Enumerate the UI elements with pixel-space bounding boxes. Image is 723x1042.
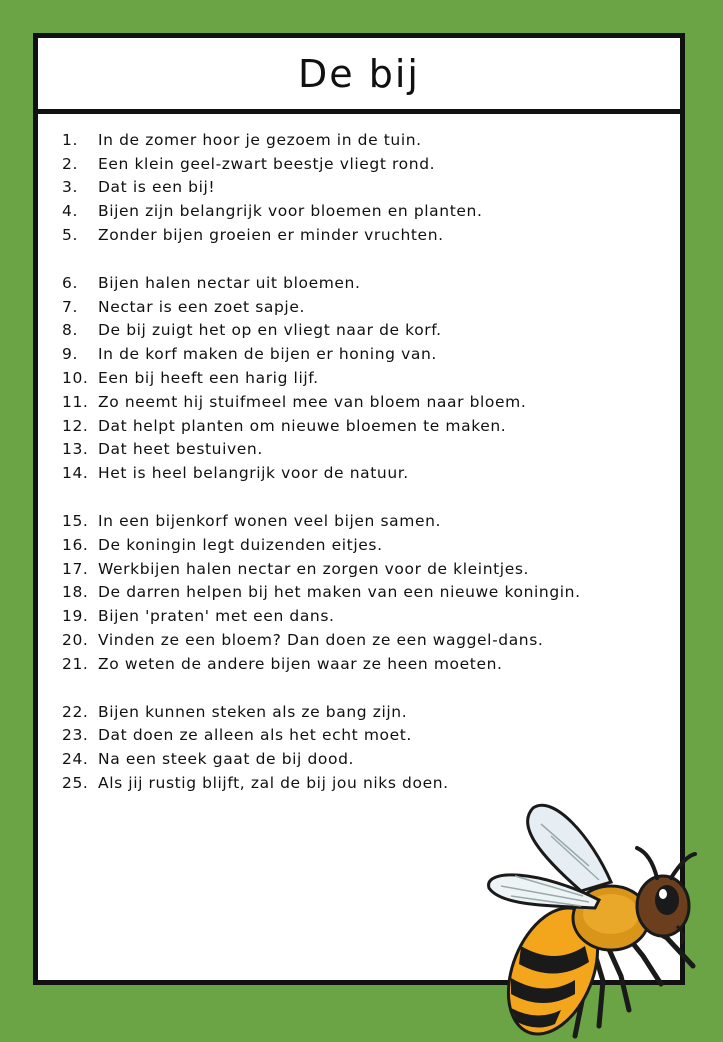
sentence-row xyxy=(62,199,670,223)
sentence-text: Nectar is een zoet sapje. xyxy=(98,297,306,316)
sentence-row xyxy=(62,604,670,628)
sentence-text: Zo neemt hij stuifmeel mee van bloem naar bloem. xyxy=(98,392,527,411)
sentence-number: 4. xyxy=(62,202,78,221)
sentence-text: In de korf maken de bijen er honing van. xyxy=(98,345,437,364)
sentence-number: 24. xyxy=(62,750,89,769)
sentence-text: In een bijenkorf wonen veel bijen samen. xyxy=(98,512,442,531)
sentence-row xyxy=(62,342,670,366)
sentence-number: 6. xyxy=(62,273,78,292)
sentence-row xyxy=(62,295,670,319)
sentence-text: Dat heet bestuiven. xyxy=(98,440,263,459)
sentence-row xyxy=(62,747,670,771)
sentence-group xyxy=(62,700,670,795)
sentence-row xyxy=(62,533,670,557)
sentence-number: 13. xyxy=(62,440,89,459)
sentence-row xyxy=(62,390,670,414)
sentence-number: 2. xyxy=(62,154,78,173)
sentence-list xyxy=(62,128,670,819)
sentence-text: De bij zuigt het op en vliegt naar de korf. xyxy=(98,321,442,340)
sentence-number: 25. xyxy=(62,774,89,793)
sentence-row xyxy=(62,724,670,748)
sentence-number: 17. xyxy=(62,559,89,578)
sentence-number: 20. xyxy=(62,631,89,650)
sentence-text: Vinden ze een bloem? Dan doen ze een waggel-dans. xyxy=(98,631,544,650)
sentence-number: 19. xyxy=(62,607,89,626)
sentence-row xyxy=(62,414,670,438)
sentence-number: 15. xyxy=(62,512,89,531)
sentence-text: Dat is een bij! xyxy=(98,178,216,197)
sentence-number: 14. xyxy=(62,464,89,483)
sentence-row xyxy=(62,223,670,247)
sentence-number: 10. xyxy=(62,369,89,388)
sentence-number: 1. xyxy=(62,130,78,149)
sentence-group xyxy=(62,509,670,676)
sentence-group xyxy=(62,271,670,485)
worksheet xyxy=(33,33,685,985)
sentence-number: 9. xyxy=(62,345,78,364)
sentence-number: 18. xyxy=(62,583,89,602)
sentence-text: Een klein geel-zwart beestje vliegt rond. xyxy=(98,154,436,173)
sentence-text: Zo weten de andere bijen waar ze heen moeten. xyxy=(98,654,503,673)
sentence-row xyxy=(62,652,670,676)
sentence-text: Zonder bijen groeien er minder vruchten. xyxy=(98,226,444,245)
sentence-number: 3. xyxy=(62,178,78,197)
page-title: De bij xyxy=(298,51,420,96)
sentence-row xyxy=(62,366,670,390)
sentence-text: De koningin legt duizenden eitjes. xyxy=(98,535,383,554)
sentence-text: Bijen kunnen steken als ze bang zijn. xyxy=(98,702,408,721)
sentence-row xyxy=(62,176,670,200)
sentence-number: 11. xyxy=(62,392,89,411)
sentence-row xyxy=(62,128,670,152)
sentence-text: De darren helpen bij het maken van een nieuwe koningin. xyxy=(98,583,581,602)
sentence-text: Werkbijen halen nectar en zorgen voor de kleintjes. xyxy=(98,559,530,578)
sentence-text: Als jij rustig blijft, zal de bij jou niks doen. xyxy=(98,774,449,793)
sentence-number: 23. xyxy=(62,726,89,745)
sentence-row xyxy=(62,319,670,343)
sentence-row xyxy=(62,581,670,605)
sentence-number: 22. xyxy=(62,702,89,721)
sentence-row xyxy=(62,628,670,652)
sentence-number: 21. xyxy=(62,654,89,673)
sentence-text: Bijen zijn belangrijk voor bloemen en planten. xyxy=(98,202,483,221)
sentence-group xyxy=(62,128,670,247)
bee-illustration xyxy=(471,796,711,1042)
sentence-number: 12. xyxy=(62,416,89,435)
sentence-text: Het is heel belangrijk voor de natuur. xyxy=(98,464,409,483)
sentence-row xyxy=(62,771,670,795)
sentence-text: Na een steek gaat de bij dood. xyxy=(98,750,355,769)
sentence-text: In de zomer hoor je gezoem in de tuin. xyxy=(98,130,422,149)
sentence-row xyxy=(62,271,670,295)
sentence-text: Dat helpt planten om nieuwe bloemen te maken. xyxy=(98,416,507,435)
sentence-number: 16. xyxy=(62,535,89,554)
sentence-number: 8. xyxy=(62,321,78,340)
sentence-number: 7. xyxy=(62,297,78,316)
sentence-row xyxy=(62,557,670,581)
sentence-text: Een bij heeft een harig lijf. xyxy=(98,369,319,388)
sentence-row xyxy=(62,461,670,485)
sentence-text: Bijen 'praten' met een dans. xyxy=(98,607,335,626)
sentence-row xyxy=(62,438,670,462)
sentence-row xyxy=(62,152,670,176)
title-bar xyxy=(38,38,680,114)
sentence-row xyxy=(62,509,670,533)
sentence-text: Bijen halen nectar uit bloemen. xyxy=(98,273,361,292)
sentence-row xyxy=(62,700,670,724)
sentence-number: 5. xyxy=(62,226,78,245)
sentence-text: Dat doen ze alleen als het echt moet. xyxy=(98,726,412,745)
